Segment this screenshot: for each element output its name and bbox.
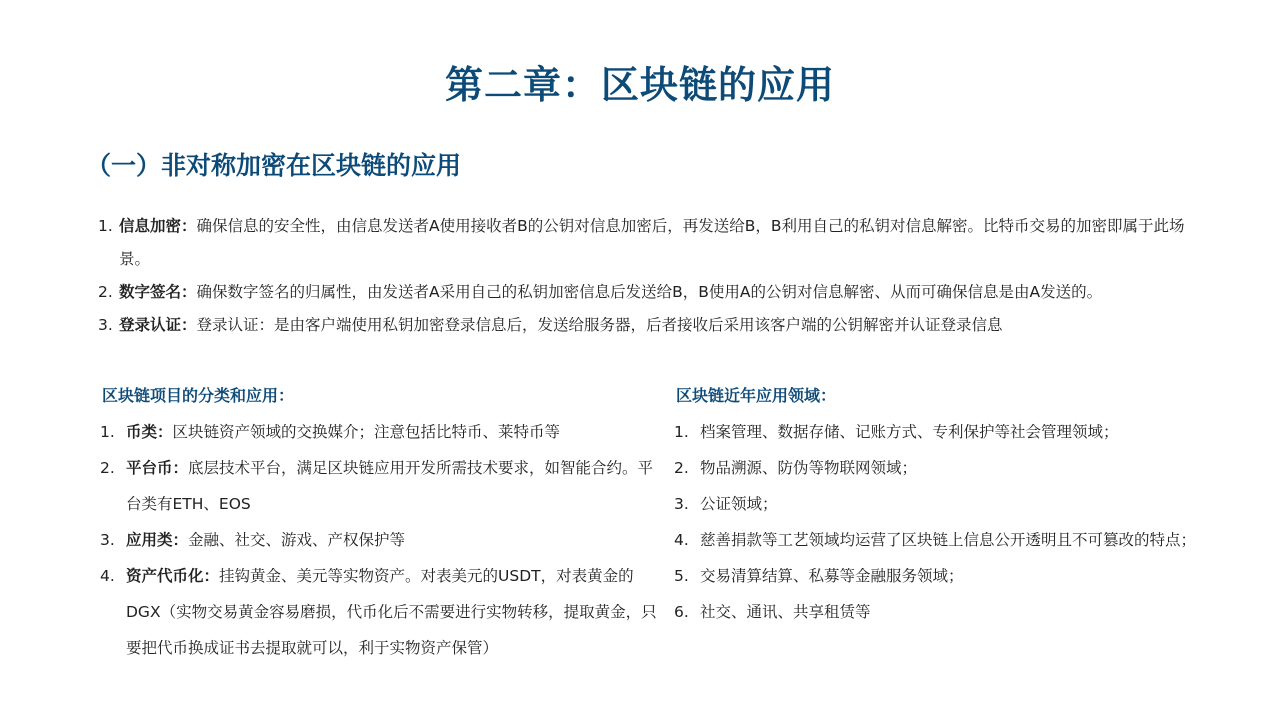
item-text: 物品溯源、防伪等物联网领域； — [700, 459, 918, 477]
item-number: 1. — [100, 423, 115, 441]
item-text: 交易清算结算、私募等金融服务领域； — [700, 567, 964, 585]
item-text: 社交、通讯、共享租赁等 — [700, 603, 871, 621]
item-number: 2. — [100, 459, 115, 477]
item-text: 档案管理、数据存储、记账方式、专利保护等社会管理领域； — [700, 423, 1119, 441]
list-item — [100, 450, 660, 522]
item-text: 登录认证：是由客户端使用私钥加密登录信息后，发送给服务器，后者接收后采用该客户端的公钥解密并认证登录信息 — [196, 316, 1003, 334]
item-number: 4. — [674, 531, 689, 549]
list-item — [100, 414, 660, 450]
item-term: 登录认证： — [119, 316, 197, 334]
item-number: 1. — [98, 217, 113, 235]
item-number: 3. — [98, 316, 113, 334]
item-term: 数字签名： — [119, 283, 197, 301]
item-text: 公证领域； — [700, 495, 778, 513]
item-term: 币类： — [126, 423, 173, 441]
item-text: 慈善捐款等工艺领域均运营了区块链上信息公开透明且不可篡改的特点； — [700, 531, 1197, 549]
item-term: 平台币： — [126, 459, 189, 477]
page-title: 第二章：区块链的应用 — [444, 63, 835, 107]
item-term: 资产代币化： — [126, 567, 220, 585]
project-categories-list — [100, 414, 660, 666]
application-fields-list — [674, 414, 1254, 630]
item-number: 3. — [100, 531, 115, 549]
item-text: 确保信息的安全性，由信息发送者A使用接收者B的公钥对信息加密后，再发送给B，B利用自己的私钥对信息解密。比特币交易的加密即属于此场景。 — [119, 217, 1185, 268]
list-item — [98, 276, 1208, 309]
list-item — [98, 309, 1208, 342]
list-item — [674, 558, 1254, 594]
list-item — [674, 522, 1254, 558]
column-heading: 区块链近年应用领域： — [676, 386, 837, 405]
project-categories-column — [100, 380, 660, 666]
list-item — [674, 414, 1254, 450]
item-number: 2. — [98, 283, 113, 301]
item-number: 5. — [674, 567, 689, 585]
item-number: 3. — [674, 495, 689, 513]
asymmetric-encryption-list — [98, 210, 1208, 342]
column-heading: 区块链项目的分类和应用： — [102, 386, 295, 405]
list-item — [100, 558, 660, 666]
list-item — [674, 594, 1254, 630]
list-item — [674, 486, 1254, 522]
application-fields-column — [674, 380, 1254, 630]
list-item — [674, 450, 1254, 486]
item-text: 挂钩黄金、美元等实物资产。对表美元的USDT，对表黄金的DGX（实物交易黄金容易磨损，代币化后不需要进行实物转移，提取黄金，只要把代币换成证书去提取就可以，利于实物资产保管） — [126, 567, 657, 657]
item-text: 底层技术平台，满足区块链应用开发所需技术要求，如智能合约。平台类有ETH、EOS — [126, 459, 654, 513]
item-number: 4. — [100, 567, 115, 585]
item-text: 区块链资产领域的交换媒介；注意包括比特币、莱特币等 — [172, 423, 561, 441]
item-term: 信息加密： — [119, 217, 197, 235]
item-number: 2. — [674, 459, 689, 477]
item-text: 确保数字签名的归属性，由发送者A采用自己的私钥加密信息后发送给B，B使用A的公钥对信息解密、从而可确保信息是由A发送的。 — [196, 283, 1103, 301]
list-item — [100, 522, 660, 558]
item-term: 应用类： — [126, 531, 189, 549]
item-text: 金融、社交、游戏、产权保护等 — [188, 531, 406, 549]
section-heading: （一）非对称加密在区块链的应用 — [86, 151, 462, 180]
list-item — [98, 210, 1208, 276]
item-number: 1. — [674, 423, 689, 441]
item-number: 6. — [674, 603, 689, 621]
